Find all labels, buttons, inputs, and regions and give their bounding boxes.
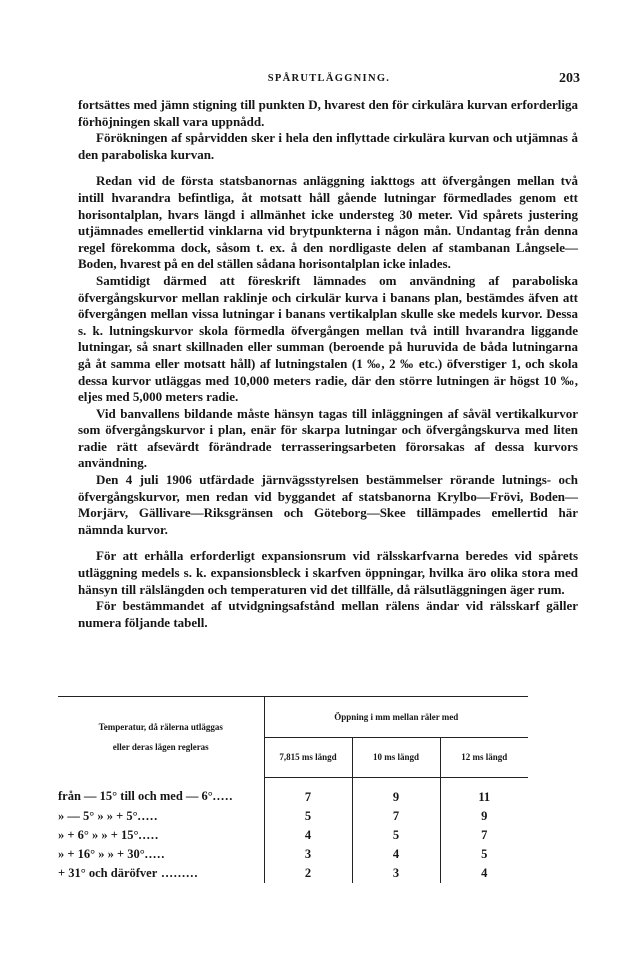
cell-value: 7 [481, 827, 488, 842]
cell-value: 7 [264, 777, 352, 807]
row-label: » — 5° » » + 5°..... [58, 807, 264, 826]
running-title: SPÅRUTLÄGGNING. [267, 73, 391, 84]
paragraph: fortsättes med jämn stigning till punkten D, hvarest den för cirkulära kurvan erforderliga förhöjningen skall vara uppnådd. [78, 97, 578, 129]
paragraph: Redan vid de första statsbanornas anläggning iakttogs att öfvergången mellan två intill hvarandra befintliga, åt motsatt håll gående lutningar förmedlades genom ett horisontalplan, hvars längd i allmänhet icke understeg 30 meter. Vid spårets justering utjämnades emellertid vinklarna vid brytpunkterna i någon mån. Undantag från denna regel förekomma dock, såsom t. ex. å den nordligaste delen af stambanan Långsele—Boden, hvarest på en del ställen sådana horisontalplan icke inlades. [78, 173, 578, 272]
expansion-table [58, 696, 528, 883]
paragraph: Den 4 juli 1906 utfärdade järnvägsstyrelsen bestämmelser rörande lutnings- och öfvergångskurvor, men redan vid byggandet af statsbanorna Krylbo—Frövi, Boden—Morjärv, Gällivare—Riksgränsen och Göteborg—Skee tillämpades emellertid här nämnda kurvor. [78, 472, 578, 537]
cell-value: 3 [264, 845, 352, 864]
cell-value: 4 [481, 865, 488, 880]
row-label: + 31° och däröfver ......... [58, 864, 264, 883]
cell-value: 9 [481, 808, 488, 823]
cell-value: 11 [478, 789, 491, 804]
col-header-12: 12 ms längd [440, 738, 528, 777]
cell-value: 7 [352, 807, 440, 826]
cell-value: 2 [264, 864, 352, 883]
row-label: » + 6° » » + 15°..... [58, 826, 264, 845]
expansion-table-grid [58, 696, 528, 883]
paragraph: Vid banvallens bildande måste hänsyn tagas till inläggningen af såväl vertikalkurvor som öfvergångskurvor i plan, enär för skarpa lutningar och öfvergångskurva med liten radie rätt afsevärdt förändrade terrasseringsarbeten förorsakas af dessa kurvors användning. [78, 405, 578, 471]
body-text [78, 97, 578, 631]
page-number: 203 [559, 71, 580, 86]
row-label: från — 15° till och med — 6°..... [58, 777, 264, 807]
cell-value: 5 [264, 807, 352, 826]
cell-value: 3 [352, 864, 440, 883]
paragraph: För att erhålla erforderligt expansionsrum vid rälsskarfvarna beredes vid spårets utläggning medels s. k. expansionsbleck i skarfven öppningar, hvilka äro olika stora med hänsyn till rälslängden och temperaturen vid det tillfälle, då rälsutläggningen äger rum. [78, 548, 578, 597]
temperature-header-line1: Temperatur, då rälerna utläggas [98, 722, 223, 732]
cell-value: 4 [264, 826, 352, 845]
paragraph: Förökningen af spårvidden sker i hela den inflyttade cirkulära kurvan och utjämnas å den paraboliska kurvan. [78, 130, 578, 162]
temperature-header-line2: eller deras lägen regleras [112, 742, 209, 752]
table-row [58, 826, 528, 845]
cell-value: 9 [352, 777, 440, 807]
paragraph: Samtidigt därmed att föreskrift lämnades om användning af paraboliska öfvergångskurvor mellan raklinje och cirkulär kurva i banans plan, bestämdes äfven att öfvergången mellan vissa lutningar i banans vertikalplan skulle ske medels kurvor. Dessa s. k. lutningskurvor skola förmedla öfvergången mellan två intill hvarandra liggande lutningar, så snart skillnaden eller summan (beroende på huruvida de båda lutningarna gå åt samma eller motsatt håll) af lutningstalen (1 ‰, 2 ‰ etc.) öfverstiger 1, och skola dessa kurvor utläggas med 10,000 meters radie, där den större lutningen är högst 10 ‰, eljes med 5,000 meters radie. [78, 272, 578, 405]
col-header-7815: 7,815 ms längd [264, 738, 352, 777]
cell-value: 5 [352, 826, 440, 845]
cell-value: 4 [352, 845, 440, 864]
row-label: » + 16° » » + 30°..... [58, 845, 264, 864]
table-row [58, 864, 528, 883]
table-row [58, 777, 528, 807]
col-header-10: 10 ms längd [352, 738, 440, 777]
paragraph: För bestämmandet af utvidgningsafstånd mellan rälens ändar vid rälsskarf gäller numera följande tabell. [78, 598, 578, 630]
cell-value: 5 [481, 846, 488, 861]
table-row [58, 845, 528, 864]
page-header [78, 73, 580, 91]
opening-group-header: Öppning i mm mellan räler med [264, 697, 528, 738]
temperature-header [58, 697, 264, 778]
table-row [58, 807, 528, 826]
